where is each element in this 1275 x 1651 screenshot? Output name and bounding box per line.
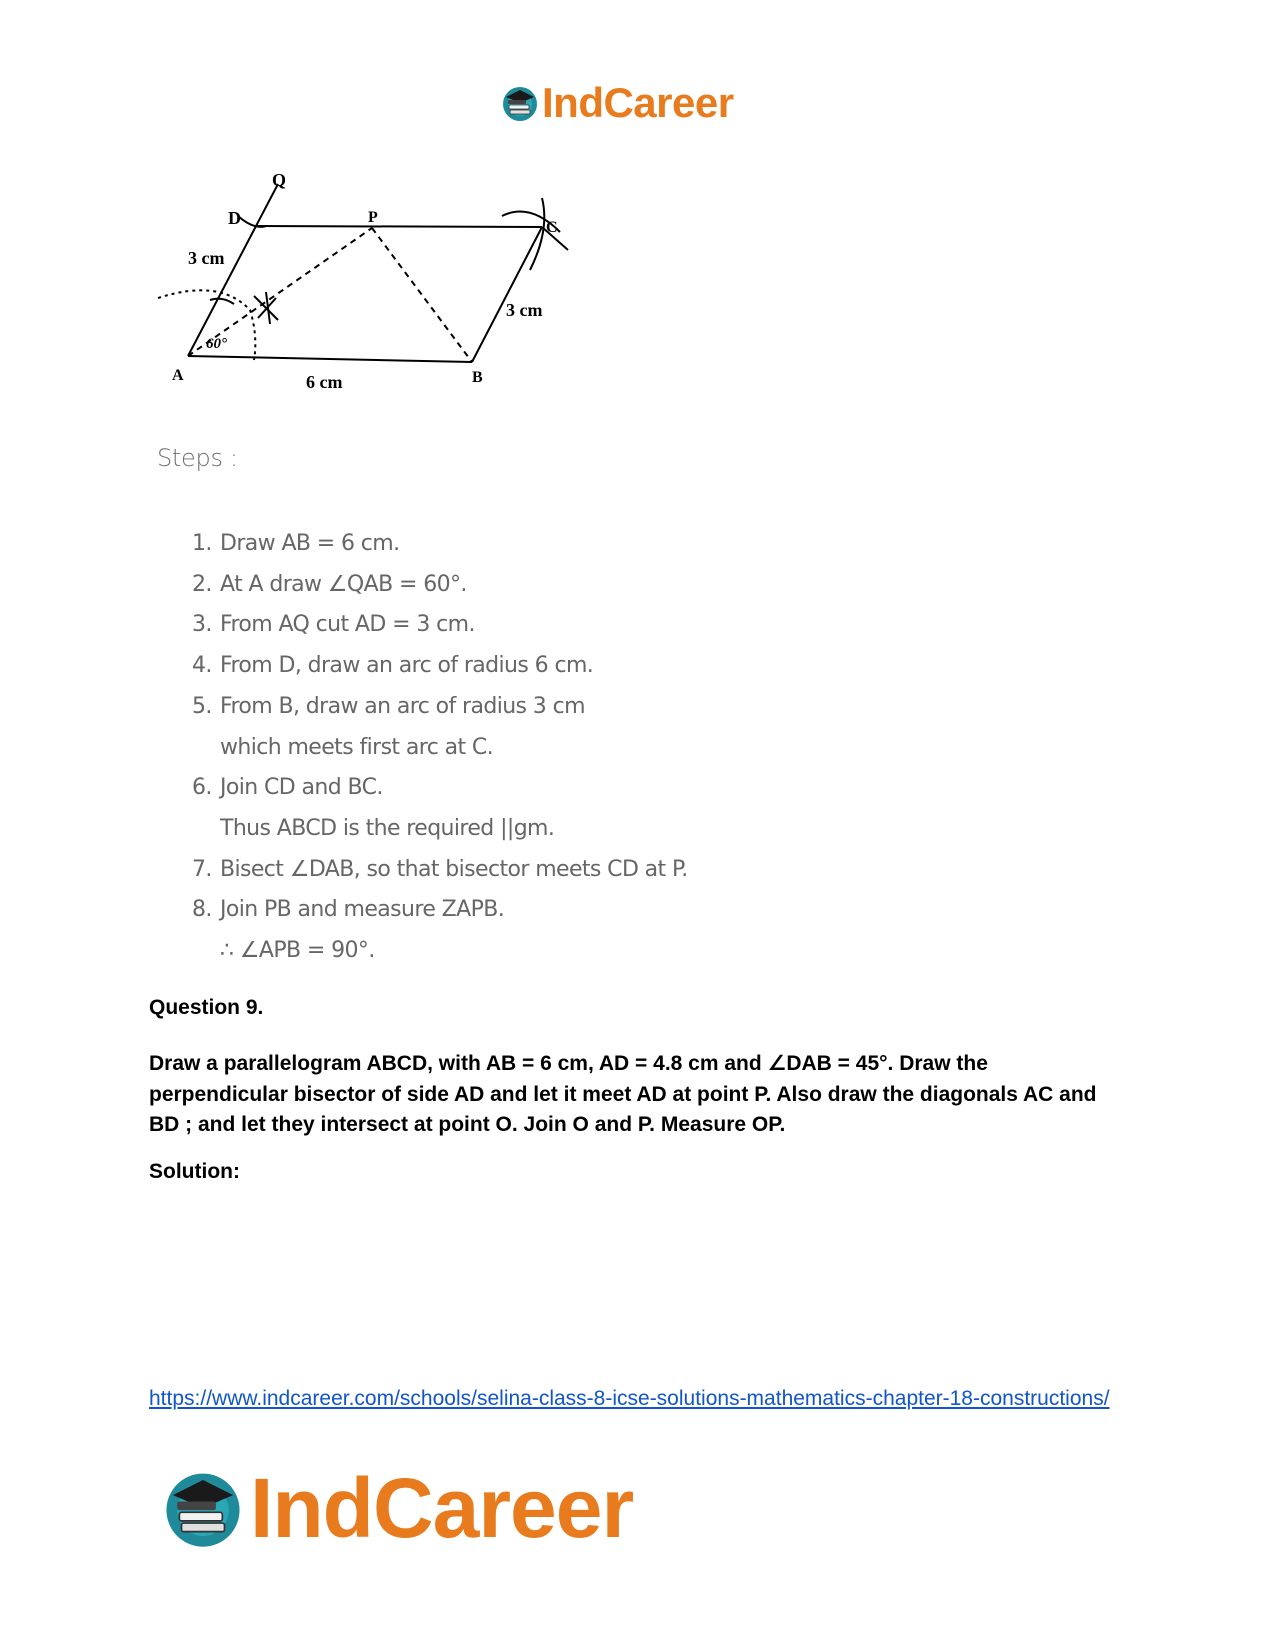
step-text: From B, draw an arc of radius 3 cm (220, 693, 585, 719)
side-dc (256, 226, 542, 227)
step-number: 2. (192, 571, 212, 597)
source-url-link[interactable]: https://www.indcareer.com/schools/selina-class-8-icse-solutions-mathematics-chapter-18-constructions/ (149, 1387, 1110, 1410)
label-ab-length: 6 cm (306, 372, 343, 392)
question-title: Question 9. (149, 996, 264, 1019)
parallelogram-construction-figure (150, 170, 610, 420)
step-item (192, 565, 752, 606)
step-text: which meets first arc at C. (220, 734, 494, 760)
indcareer-logo-icon (160, 1465, 246, 1551)
question-text: Draw a parallelogram ABCD, with AB = 6 cm, AD = 4.8 cm and ∠DAB = 45°. Draw the perpendicular bisector of side AD and let it meet AD at point P. Also draw the diagonals AC and BD ; and let they intersect at point O. Join O and P. Measure OP. (149, 1052, 1097, 1136)
label-q: Q (272, 170, 287, 190)
step-item (192, 768, 752, 849)
logo-text: IndCareer (250, 1460, 634, 1555)
step-text: From AQ cut AD = 3 cm. (220, 612, 475, 638)
step-item (192, 687, 752, 768)
step-text: From D, draw an arc of radius 6 cm. (220, 653, 594, 679)
steps-heading: Steps : (157, 444, 238, 472)
step-text: Thus ABCD is the required ||gm. (220, 815, 555, 841)
step-text: Bisect ∠DAB, so that bisector meets CD at P. (220, 856, 688, 882)
step-item (192, 850, 752, 891)
label-ad-length: 3 cm (188, 248, 225, 268)
step-number: 4. (192, 653, 212, 679)
side-bc (472, 227, 542, 362)
label-b: B (472, 369, 483, 386)
step-number: 6. (192, 775, 212, 801)
label-angle: 60° (206, 336, 227, 352)
footer-logo (160, 1462, 633, 1554)
step-item (192, 890, 752, 971)
step-text: Draw AB = 6 cm. (220, 531, 400, 556)
label-d: D (228, 208, 241, 228)
step-item (192, 524, 752, 565)
logo-text: IndCareer (542, 79, 734, 126)
segment-pb (372, 228, 472, 362)
step-number: 7. (192, 856, 212, 882)
step-number: 8. (192, 897, 212, 923)
label-bc-length: 3 cm (506, 300, 543, 320)
step-number: 3. (192, 612, 212, 638)
step-text: Join CD and BC. (220, 775, 383, 801)
step-text: ∴ ∠APB = 90°. (220, 938, 375, 964)
step-item (192, 646, 752, 687)
step-number: 5. (192, 693, 212, 719)
step-text: Join PB and measure ZAPB. (220, 897, 505, 923)
label-p: P (368, 209, 378, 226)
arc-c2 (530, 198, 544, 270)
steps-list (192, 524, 752, 972)
solution-label: Solution: (149, 1160, 240, 1183)
side-ab (188, 356, 472, 362)
step-number: 1. (192, 531, 212, 556)
label-c: C (546, 219, 558, 236)
step-item (192, 605, 752, 646)
step-text: At A draw ∠QAB = 60°. (220, 571, 467, 597)
indcareer-logo-icon (500, 83, 540, 123)
header-logo (500, 78, 734, 128)
label-a: A (172, 367, 184, 384)
